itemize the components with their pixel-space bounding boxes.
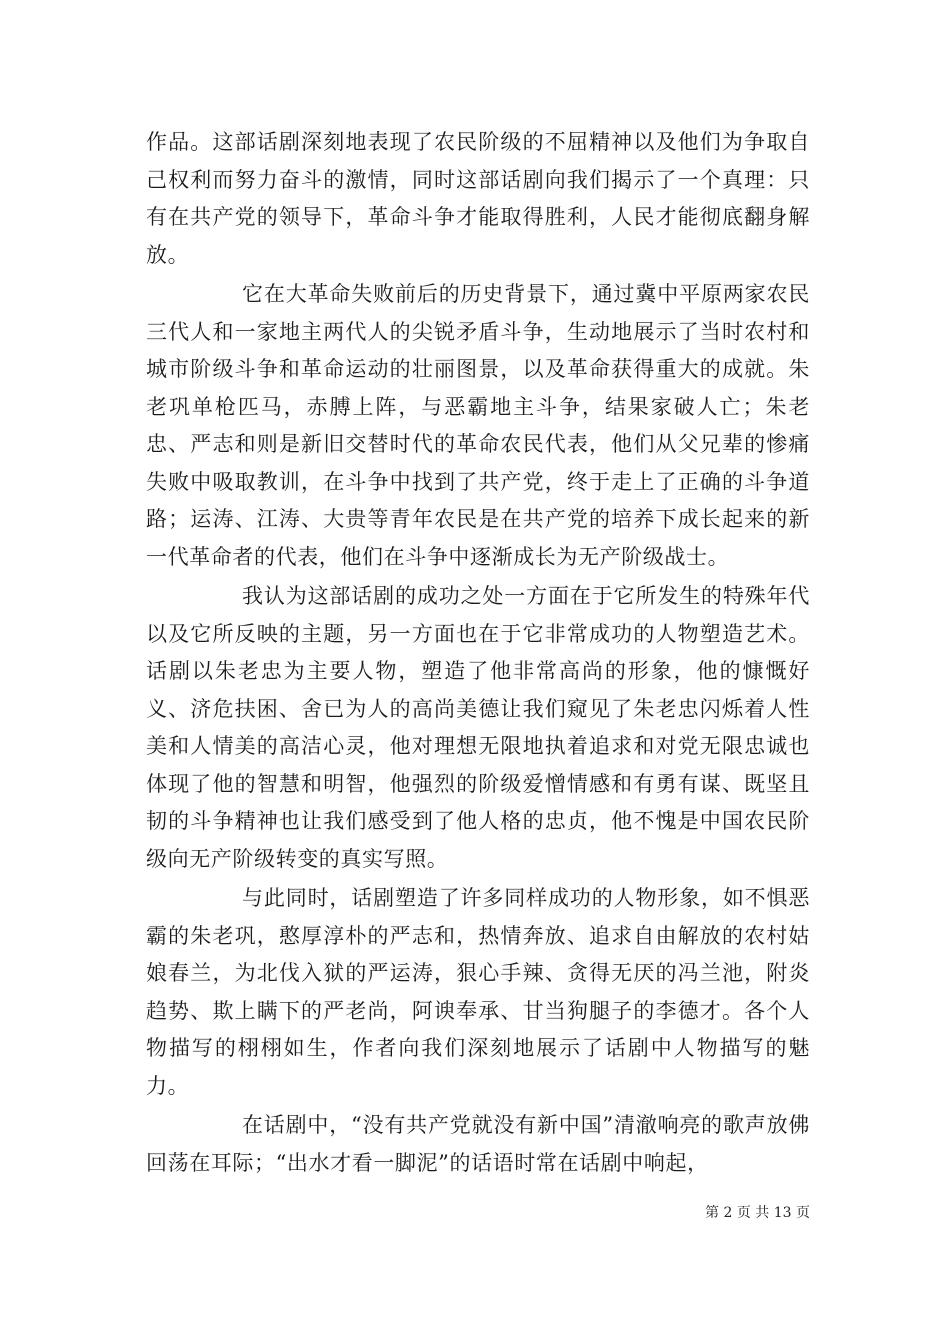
paragraph-historical-background: 它在大革命失败前后的历史背景下，通过冀中平原两家农民三代人和一家地主两代人的尖锐矛盾斗争，生动地展示了当时农村和城市阶级斗争和革命运动的壮丽图景，以及革命获得重大的成就。朱老巩单枪匹马，赤膊上阵，与恶霸地主斗争，结果家破人亡；朱老忠、严志和则是新旧交替时代的革命农民代表，他们从父兄辈的惨痛失败中吸取教训，在斗争中找到了共产党，终于走上了正确的斗争道路；运涛、江涛、大贵等青年农民是在共产党的培养下成长起来的新一代革命者的代表，他们在斗争中逐渐成长为无产阶级战士。 (146, 282, 810, 569)
paragraph-continuation: 作品。这部话剧深刻地表现了农民阶级的不屈精神以及他们为争取自己权利而努力奋斗的激情，同时这部话剧向我们揭示了一个真理：只有在共产党的领导下，革命斗争才能取得胜利，人民才能彻底翻身解放。 (146, 130, 810, 267)
body-text (146, 124, 810, 1182)
page-number-footer: 第 2 页 共 13 页 (705, 1205, 810, 1221)
paragraph-success-analysis: 我认为这部话剧的成功之处一方面在于它所发生的特殊年代以及它所反映的主题，另一方面也在于它非常成功的人物塑造艺术。话剧以朱老忠为主要人物，塑造了他非常高尚的形象，他的慷慨好义、济危扶困、舍已为人的高尚美德让我们窥见了朱老忠闪烁着人性美和人情美的高洁心灵，他对理想无限地执着追求和对党无限忠诚也体现了他的智慧和明智，他强烈的阶级爱憎情感和有勇有谋、既坚且韧的斗争精神也让我们感受到了他人格的忠贞，他不愧是中国农民阶级向无产阶级转变的真实写照。 (146, 584, 810, 871)
paragraph-character-portrayal: 与此同时，话剧塑造了许多同样成功的人物形象，如不惧恶霸的朱老巩，憨厚淳朴的严志和，热情奔放、追求自由解放的农村姑娘春兰，为北伐入狱的严运涛，狠心手辣、贪得无厌的冯兰池，附炎趋势、欺上瞒下的严老尚，阿谀奉承、甘当狗腿子的李德才。各个人物描写的栩栩如生，作者向我们深刻地展示了话剧中人物描写的魅力。 (146, 886, 810, 1098)
paragraph-song-and-sayings: 在话剧中，“没有共产党就没有新中国”清澈响亮的歌声放佛回荡在耳际；“出水才看一脚泥”的话语时常在话剧中响起， (146, 1113, 810, 1175)
